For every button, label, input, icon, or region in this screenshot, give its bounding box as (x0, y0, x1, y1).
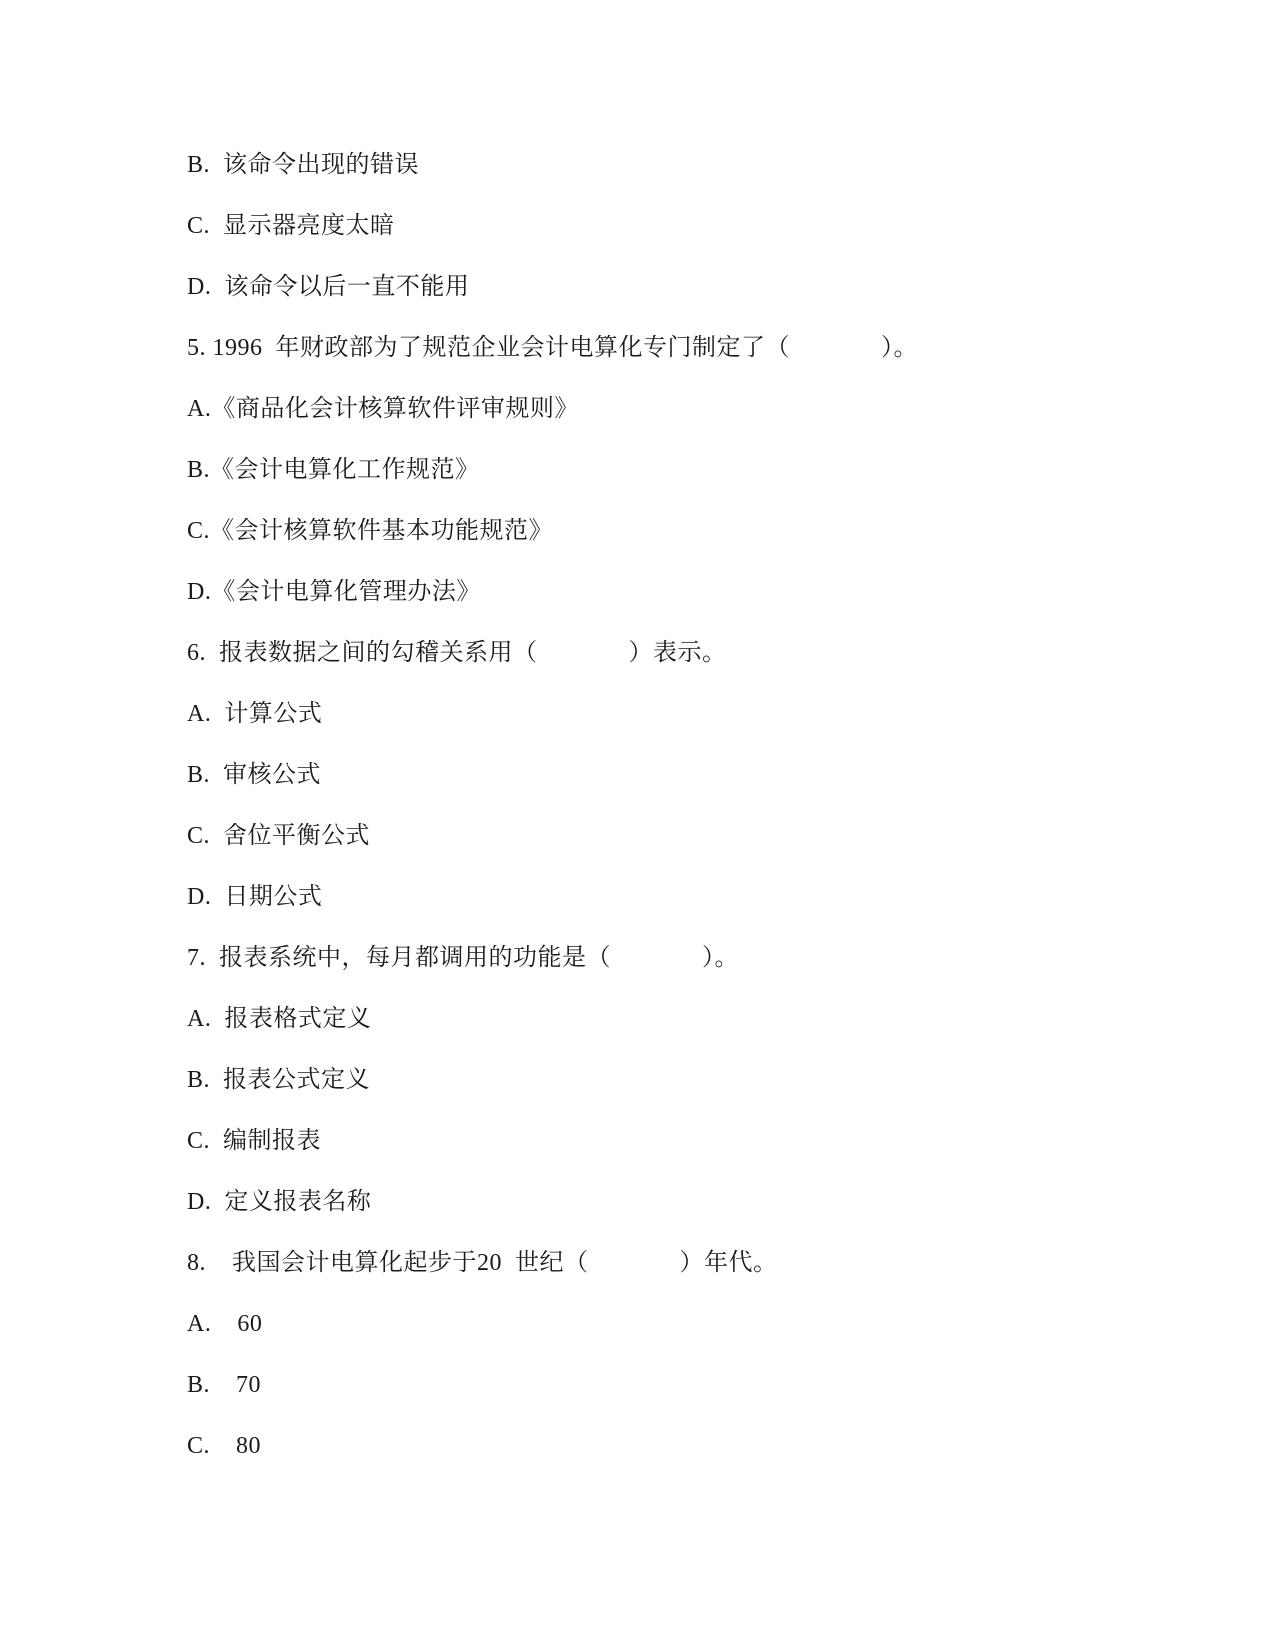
option-a-q7: A. 报表格式定义 (187, 1006, 372, 1032)
option-d-q7: D. 定义报表名称 (187, 1189, 372, 1215)
option-d-q6: D. 日期公式 (187, 884, 323, 910)
question-8: 8. 我国会计电算化起步于20 世纪（ ）年代。 (187, 1250, 778, 1276)
option-d-q4: D. 该命令以后一直不能用 (187, 274, 470, 300)
question-7: 7. 报表系统中，每月都调用的功能是（ ）。 (187, 945, 739, 971)
option-c-q7: C. 编制报表 (187, 1128, 322, 1154)
option-b-q4: B. 该命令出现的错误 (187, 152, 420, 178)
option-a-q5: A.《商品化会计核算软件评审规则》 (187, 396, 579, 422)
option-c-q6: C. 舍位平衡公式 (187, 823, 371, 849)
option-d-q5: D.《会计电算化管理办法》 (187, 579, 481, 605)
option-c-q8: C. 80 (187, 1433, 262, 1459)
option-c-q4: C. 显示器亮度太暗 (187, 213, 395, 239)
option-a-q6: A. 计算公式 (187, 701, 323, 727)
option-b-q8: B. 70 (187, 1372, 262, 1398)
question-6: 6. 报表数据之间的勾稽关系用（ ）表示。 (187, 640, 727, 666)
question-5: 5. 1996 年财政部为了规范企业会计电算化专门制定了（ ）。 (187, 335, 918, 361)
option-b-q7: B. 报表公式定义 (187, 1067, 371, 1093)
option-a-q8: A. 60 (187, 1311, 263, 1337)
option-b-q5: B.《会计电算化工作规范》 (187, 457, 480, 483)
option-c-q5: C.《会计核算软件基本功能规范》 (187, 518, 554, 544)
option-b-q6: B. 审核公式 (187, 762, 322, 788)
